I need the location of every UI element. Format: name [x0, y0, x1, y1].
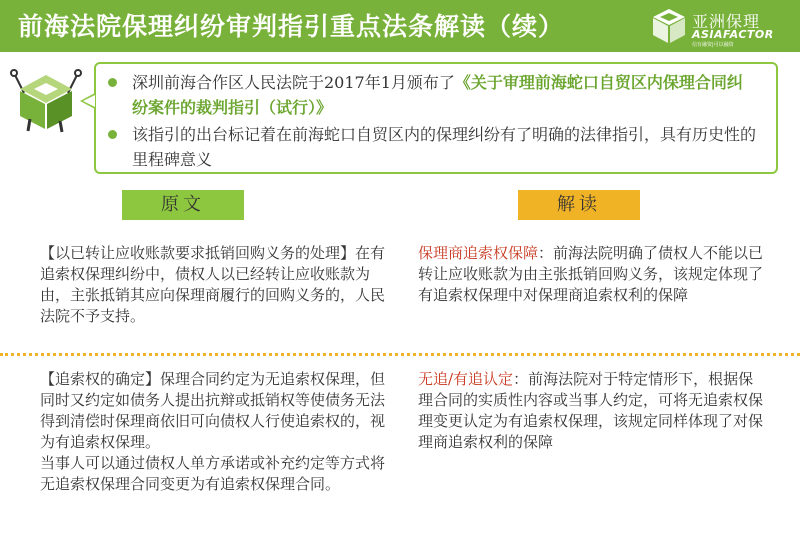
guideline-title-link: 《关于审理前海蛇口自贸区内保理合同纠纷案件的裁判指引（试行）》 — [132, 73, 743, 117]
intro-bullet-1 — [108, 70, 758, 120]
section2-original-p2: 当事人可以通过债权人单方承诺或补充约定等方式将无追索权保理合同变更为有追索权保理合同。 — [40, 454, 386, 493]
header-bar — [0, 0, 800, 52]
intro-speech-bubble — [94, 62, 778, 174]
bullet-dot-icon — [108, 78, 117, 87]
intro-bullet-2 — [108, 122, 758, 172]
section1-interp-title: 保理商追索权保障 — [418, 244, 539, 262]
asiafactor-logo — [652, 8, 792, 46]
cube-logo-icon — [652, 8, 686, 44]
section1-original: 【以已转让应收账款要求抵销回购义务的处理】在有追索权保理纠纷中，债权人以已经转让应收账款为由，主张抵销其应向保理商履行的回购义务的，人民法院不予支持。 — [40, 244, 386, 325]
section1-interpretation — [418, 243, 768, 306]
bullet2-text: 该指引的出台标记着在前海蛇口自贸区内的保理纠纷有了明确的法律指引，具有历史性的里程碑意义 — [132, 125, 757, 169]
section1-interp-body: ：前海法院明确了债权人不能以已转让应收账款为由主张抵销回购义务，该规定体现了有追索权保理中对保理商追索权利的保障 — [418, 244, 764, 304]
section2-interp-body: ：前海法院对于特定情形下，根据保理合同的实质性内容或当事人约定，可将无追索权保理变更认定为有追索权保理，该规定同样体现了对保理商追索权利的保障 — [418, 370, 764, 451]
section2-interpretation — [418, 369, 768, 453]
original-text-tag: 原文 — [122, 190, 244, 220]
logo-english-text: ASIAFACTOR — [692, 28, 774, 41]
logo-chinese-text: 亚洲保理 — [692, 12, 761, 31]
section-divider — [0, 353, 800, 356]
section2-original — [40, 369, 388, 495]
section2-original-p1: 【追索权的确定】保理合同约定为无追索权保理，但同时又约定如债务人提出抗辩或抵销权等使债务无法得到清偿时保理商依旧可向债权人行使追索权的，视为有追索权保理。 — [40, 370, 386, 451]
bullet1-text: 深圳前海合作区人民法院于2017年1月颁布了 — [132, 73, 455, 92]
interpretation-tag: 解读 — [518, 190, 640, 220]
cube-mascot-icon — [10, 65, 82, 137]
speech-bubble-tail-inner — [83, 95, 95, 107]
bullet-dot-icon — [108, 130, 117, 139]
logo-subtitle: 信有融资|可以融资 — [692, 42, 734, 48]
section2-interp-title: 无追/有追认定 — [418, 370, 514, 388]
page-title: 前海法院保理纠纷审判指引重点法条解读（续） — [18, 12, 565, 41]
